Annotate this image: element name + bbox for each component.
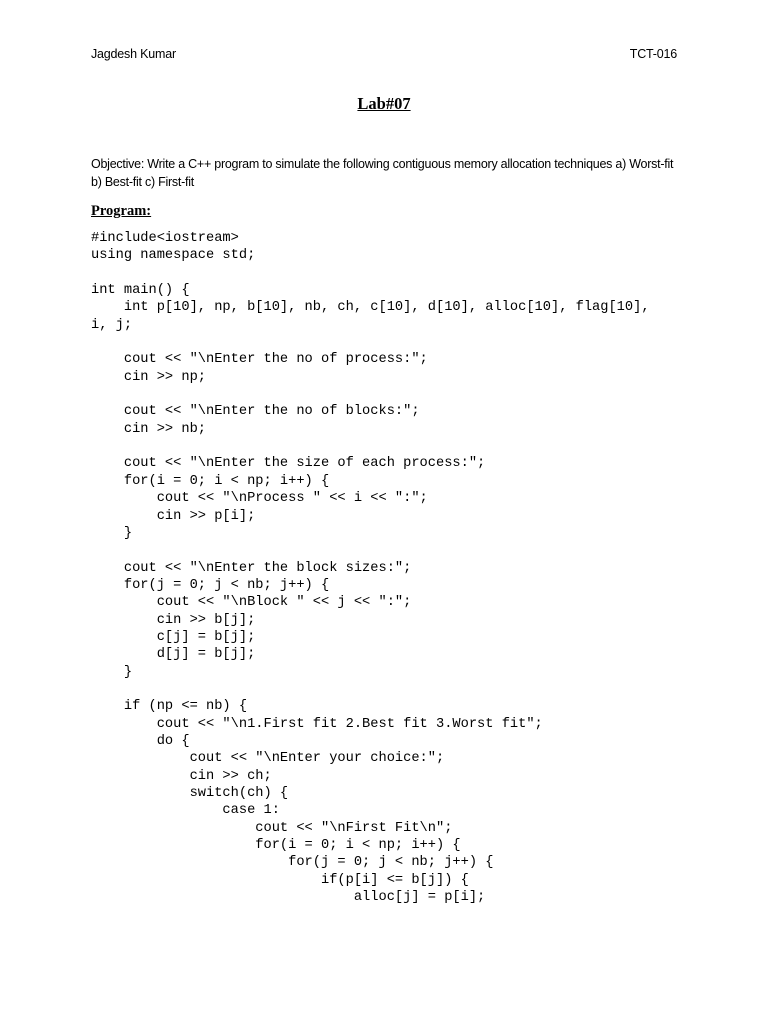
code-listing: #include<iostream> using namespace std; int main() { int p[10], np, b[10], nb, ch, c[10], d[10], alloc[10], flag[10], i, j; cout << "\nEnter the no of process:"; cin >> np; cout << "\nEnter the no of blocks:"; cin >> nb; cout << "\nEnter the size of each process:"; for(i = 0; i < np; i++) { cout << "\nProcess " << i << ":"; cin >> p[i]; } cout << "\nEnter the block sizes:"; for(j = 0; j < nb; j++) { cout << "\nBlock " << j << ":"; cin >> b[j]; c[j] = b[j]; d[j] = b[j]; } if (np <= nb) { cout << "\n1.First fit 2.Best fit 3.Worst fit"; do { cout << "\nEnter your choice:"; cin >> ch; switch(ch) { case 1: cout << "\nFirst Fit\n"; for(i = 0; i < np; i++) { for(j = 0; j < nb; j++) { if(p[i] <= b[j]) { alloc[j] = p[i];	[91, 231, 650, 906]
lab-title: Lab#07	[357, 94, 411, 113]
roll-number: TCT-016	[629, 47, 677, 61]
author-name: Jagdesh Kumar	[91, 47, 176, 61]
program-heading: Program:	[91, 203, 152, 219]
objective-text: Objective: Write a C++ program to simulate the following contiguous memory allocation techniques a) Worst-fit b) Best-fit c) First-fit	[91, 157, 674, 189]
